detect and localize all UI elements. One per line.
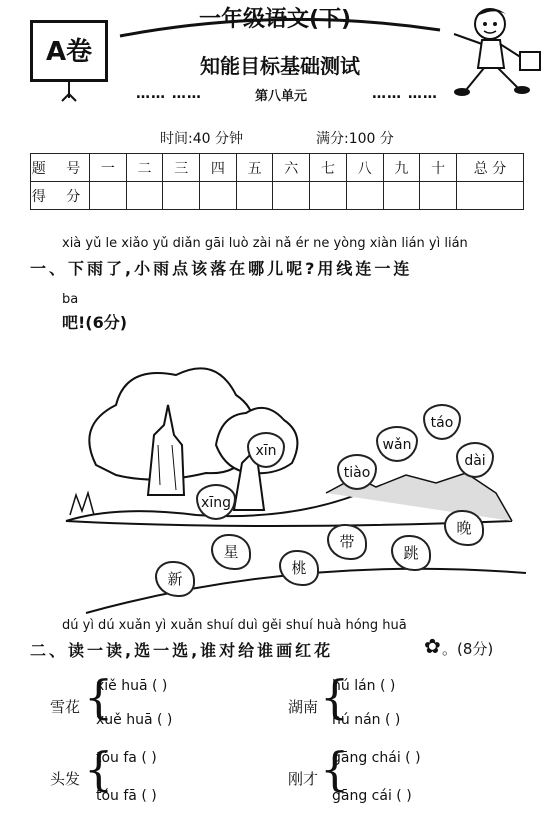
table-header-cell: 一	[90, 154, 127, 182]
raindrop-bubble[interactable]: dài	[456, 442, 494, 478]
score-cell[interactable]	[273, 182, 310, 210]
pair-word: 刚才	[288, 770, 319, 788]
pair-option[interactable]: tóu fā ( )	[96, 788, 157, 804]
score-cell[interactable]	[420, 182, 457, 210]
easel-stand-icon	[60, 82, 78, 102]
table-row-label: 题 号	[31, 154, 90, 182]
table-header-cell: 四	[200, 154, 237, 182]
raindrop-bubble[interactable]: tiào	[337, 454, 377, 490]
table-header-cell: 九	[383, 154, 420, 182]
q2-score: 。(8分)	[442, 640, 494, 658]
pair-word: 雪花	[50, 698, 81, 716]
raindrop-bubble[interactable]: táo	[423, 404, 461, 440]
pair-option[interactable]: hú nán ( )	[332, 712, 401, 728]
table-row	[31, 182, 524, 210]
pair-word: 头发	[50, 770, 81, 788]
table-header-cell: 六	[273, 154, 310, 182]
decor-dots-left: …… ……	[136, 86, 202, 102]
score-cell[interactable]	[126, 182, 163, 210]
pair-option[interactable]: xuě huā ( )	[96, 712, 173, 728]
score-cell[interactable]	[457, 182, 524, 210]
brace-icon: {	[320, 670, 350, 724]
brace-icon: {	[84, 670, 114, 724]
score-cell[interactable]	[200, 182, 237, 210]
brace-icon: {	[320, 742, 350, 796]
raindrop-bubble[interactable]: wǎn	[376, 426, 418, 462]
leaf-character[interactable]: 星	[211, 534, 251, 570]
full-score: 满分:100 分	[316, 131, 394, 147]
decor-dots-right: …… ……	[372, 86, 438, 102]
score-cell[interactable]	[236, 182, 273, 210]
q1-pinyin: xià yǔ le xiǎo yǔ diǎn gāi luò zài nǎ ér ne yòng xiàn lián yì lián	[62, 236, 468, 251]
time-limit: 时间:40 分钟	[160, 131, 243, 147]
pair-option[interactable]: gāng cái ( )	[332, 788, 412, 804]
score-cell[interactable]	[310, 182, 347, 210]
score-table	[30, 153, 524, 210]
paper-label-box	[30, 20, 108, 82]
score-cell[interactable]	[90, 182, 127, 210]
table-header-cell: 十	[420, 154, 457, 182]
q1-text-2: 吧!(6分)	[62, 313, 128, 332]
pair-word: 湖南	[288, 698, 319, 716]
pair-option[interactable]: tóu fa ( )	[96, 750, 157, 766]
q1-pinyin-2: ba	[62, 292, 79, 307]
table-header-cell: 八	[346, 154, 383, 182]
running-boy-illustration	[438, 2, 548, 102]
q2-text: 二、读一读,选一选,谁对给谁画红花	[30, 641, 334, 660]
table-header-cell-total: 总 分	[457, 154, 524, 182]
pair-option[interactable]: xiě huā ( )	[96, 678, 168, 694]
table-header-cell: 三	[163, 154, 200, 182]
table-header-cell: 七	[310, 154, 347, 182]
raindrop-bubble[interactable]: xīng	[196, 484, 236, 520]
pair-option[interactable]: gāng chái ( )	[332, 750, 421, 766]
leaf-character[interactable]: 带	[327, 524, 367, 560]
score-cell[interactable]	[346, 182, 383, 210]
table-header-cell: 二	[126, 154, 163, 182]
q2-pinyin: dú yì dú xuǎn yì xuǎn shuí duì gěi shuí huà hóng huā	[62, 618, 407, 633]
pair-option[interactable]: hú lán ( )	[332, 678, 396, 694]
leaf-character[interactable]: 跳	[391, 535, 431, 571]
table-row-label: 得 分	[31, 182, 90, 210]
paper-label: A卷	[45, 37, 93, 67]
unit-label: 第八单元	[254, 89, 307, 104]
raindrop-bubble[interactable]: xīn	[247, 432, 285, 468]
page-subtitle: 知能目标基础测试	[200, 54, 360, 78]
red-flower-icon: ✿	[424, 634, 441, 658]
leaf-character[interactable]: 新	[155, 561, 195, 597]
leaf-character[interactable]: 晚	[444, 510, 484, 546]
table-header-cell: 五	[236, 154, 273, 182]
score-cell[interactable]	[383, 182, 420, 210]
leaf-character[interactable]: 桃	[279, 550, 319, 586]
table-row	[31, 154, 524, 182]
score-cell[interactable]	[163, 182, 200, 210]
page-title: 一年级语文(下)	[198, 7, 352, 32]
q1-text: 一、下雨了,小雨点该落在哪儿呢?用线连一连	[30, 259, 413, 278]
brace-icon: {	[84, 742, 114, 796]
